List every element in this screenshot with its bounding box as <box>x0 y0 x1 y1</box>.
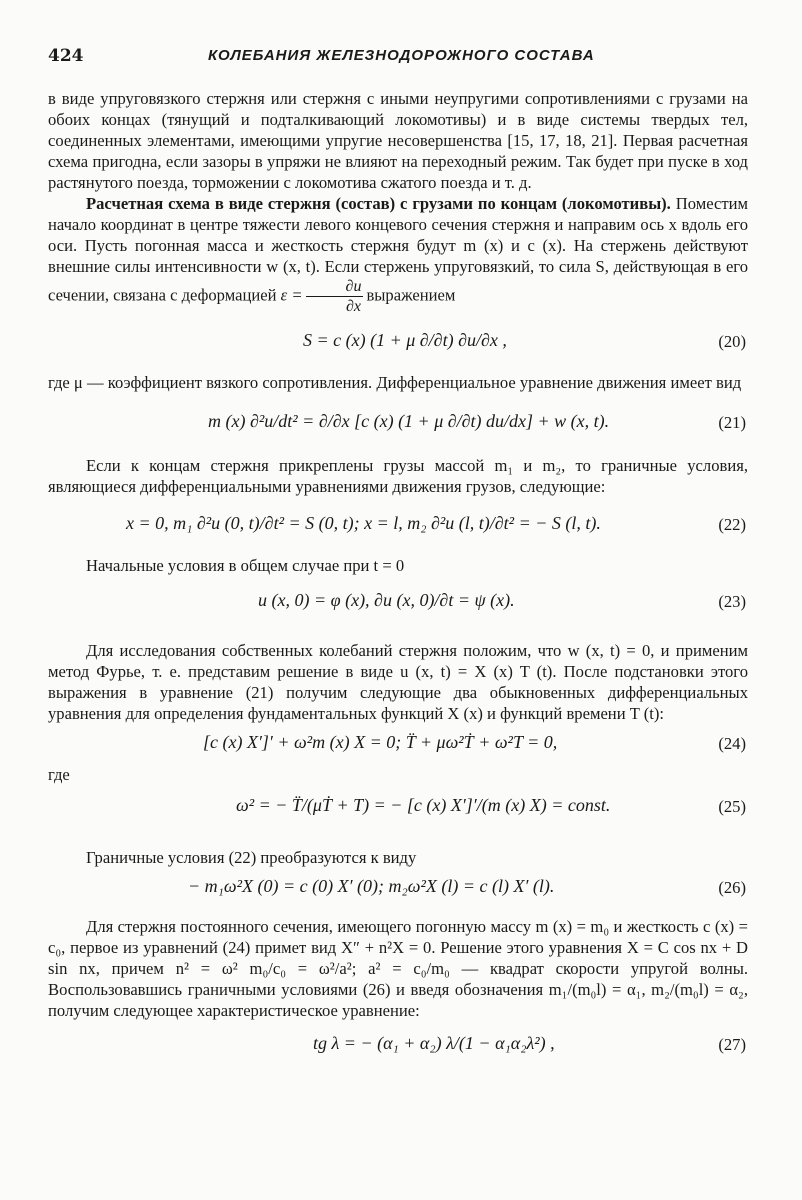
equation-22-body: x = 0, m₁ ∂²u (0, t)/∂t² = S (0, t); x = l, m₂ ∂²u (l, t)/∂t² = − S (l, t). <box>126 513 601 533</box>
equation-24-number: (24) <box>718 734 746 753</box>
equation-27 <box>48 1021 748 1069</box>
equation-27-body: tg λ = − (α₁ + α₂) λ/(1 − α₁α₂λ²) , <box>313 1033 555 1053</box>
paragraph-2-heading: Расчетная схема в виде стержня (состав) с грузами по концам (локомотивы). <box>86 194 671 213</box>
paragraph-3: где μ — коэффициент вязкого сопротивления. Дифференциальное уравнение движения имеет вид <box>48 373 742 392</box>
equation-23-body: u (x, 0) = φ (x), ∂u (x, 0)/∂t = ψ (x). <box>258 590 515 610</box>
equation-20 <box>48 316 748 372</box>
equation-24 <box>48 724 748 764</box>
paragraph-6: Для исследования собственных колебаний стержня положим, что w (x, t) = 0, и применим метод Фурье, т. е. представим решение в виде u (x, t) = X (x) T (t). После подстановки этого выражения в уравнение (21) получим следующие два обыкновенных дифференциальных уравнения для определения фундаментальных функций X (x) и функций времени T (t): <box>48 641 748 723</box>
paragraph-4: Если к концам стержня прикреплены грузы массой m₁ и m₂, то граничные условия, являющиеся дифференциальными уравнениями движения грузов, следующие: <box>48 456 748 496</box>
paragraph-8: Граничные условия (22) преобразуются к виду <box>86 848 417 867</box>
paragraph-2 <box>48 193 748 316</box>
strain-numerator: ∂u <box>306 277 364 297</box>
paragraph-2-text: Поместим начало координат в центре тяжести левого концевого сечения стержня и направим ось x вдоль его оси. Пусть погонная масса и жесткость стержня будут m (x) и c (x). На стержень действуют внешние силы интенсивности w (x, t). Если стержень упруговязкий, то сила S, действующая в его сечении, связана с деформацией <box>48 194 748 305</box>
equation-20-number: (20) <box>718 332 746 351</box>
strain-denominator: ∂x <box>345 298 361 315</box>
paragraph-2-tail: выражением <box>366 285 456 305</box>
equation-26-number: (26) <box>718 878 746 897</box>
page <box>48 40 748 1069</box>
equation-26-body: − m₁ω²X (0) = c (0) X′ (0); m₂ω²X (l) = c (l) X′ (l). <box>188 876 555 896</box>
equation-22 <box>48 497 748 555</box>
equation-23 <box>48 576 748 634</box>
running-title: КОЛЕБАНИЯ ЖЕЛЕЗНОДОРОЖНОГО СОСТАВА <box>208 47 595 64</box>
equation-21-number: (21) <box>718 413 746 432</box>
equation-24-body: [c (x) X′]′ + ω²m (x) X = 0; T̈ + μω²Ṫ + ω²T = 0, <box>203 732 558 752</box>
equation-27-number: (27) <box>718 1035 746 1054</box>
equation-25 <box>48 785 748 841</box>
paragraph-7: где <box>48 765 70 784</box>
equation-26 <box>48 868 748 908</box>
strain-symbol: ε = <box>280 285 303 305</box>
equation-25-body: ω² = − T̈/(μṪ + T) = − [c (x) X′]′/(m (x) X) = const. <box>236 795 611 815</box>
page-header <box>48 40 748 70</box>
paragraph-5: Начальные условия в общем случае при t = 0 <box>86 556 405 575</box>
equation-21 <box>48 393 748 455</box>
equation-21-body: m (x) ∂²u/dt² = ∂/∂x [c (x) (1 + μ ∂/∂t) du/dx] + w (x, t). <box>208 411 610 431</box>
page-number: 424 <box>48 46 84 66</box>
equation-20-body: S = c (x) (1 + μ ∂/∂t) ∂u/∂x , <box>303 330 507 350</box>
paragraph-9: Для стержня постоянного сечения, имеющего погонную массу m (x) = m₀ и жесткость c (x) = c₀, первое из уравнений (24) примет вид X″ + n²X = 0. Решение этого уравнения X = C cos nx + D sin nx, причем n² = ω² m₀/c₀ = ω²/a²; a² = c₀/m₀ — квадрат скорости упругой волны. Воспользовавшись граничными условиями (26) и введя обозначения m₁/(m₀l) = α₁, m₂/(m₀l) = α₂, получим следующее характеристическое уравнение: <box>48 917 748 1020</box>
paragraph-1: в виде упруговязкого стержня или стержня с иными неупругими сопротивлениями с грузами на обоих концах (тянущий и подталкивающий локомотивы) и в виде системы твердых тел, соединенных элементами, имеющими упругие несовершенства [15, 17, 18, 21]. Первая расчетная схема пригодна, если зазоры в упряжи не влияют на переходный режим. Так будет при пуске в ход растянутого поезда, торможении с локомотива сжатого поезда и т. д. <box>48 89 748 192</box>
equation-22-number: (22) <box>718 515 746 534</box>
equation-23-number: (23) <box>718 592 746 611</box>
equation-25-number: (25) <box>718 797 746 816</box>
strain-fraction <box>306 277 364 316</box>
